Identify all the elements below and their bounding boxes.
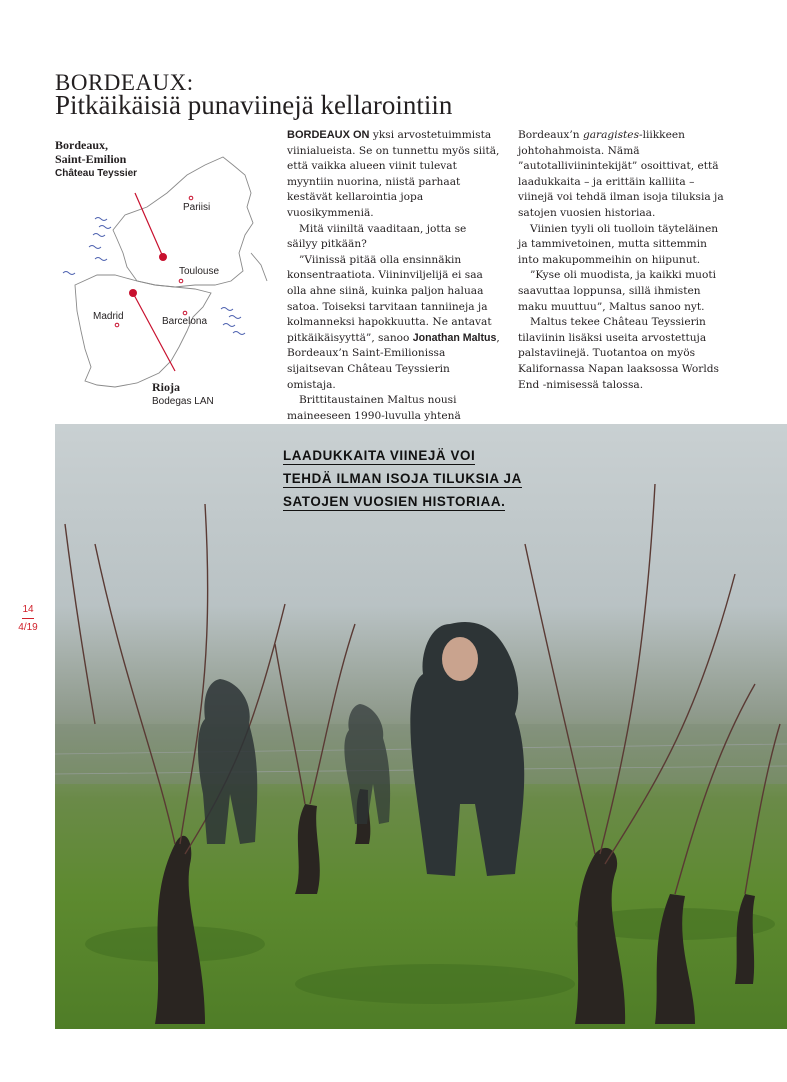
vineyard-photo (55, 424, 787, 1029)
pull-quote-line: SATOJEN VUOSIEN HISTORIAA. (283, 494, 506, 509)
person-name: Jonathan Maltus (412, 331, 497, 344)
article-paragraph: yksi arvostetuimmista viinialueista. Se on tunnettu myös siitä, että vaikka alueen viinit tulevat myyntiin nuorina, niistä parhaat kestävät kellarointia jopa vuosikymmeniä. (287, 129, 500, 219)
article-paragraph: Bordeaux’n (518, 129, 583, 141)
map-label-rioja: Rioja (152, 380, 180, 394)
map-label-pariisi: Pariisi (183, 202, 211, 213)
pull-quote (283, 444, 553, 513)
article-lead-in: BORDEAUX ON (287, 129, 370, 141)
map-label-madrid: Madrid (93, 311, 124, 322)
article-paragraph: ”Kyse oli muodista, ja kaikki muoti saavuttaa loppunsa, sillä ihmisten maku muuttuu”, Maltus sanoo nyt. (518, 269, 716, 313)
folio-divider (22, 618, 34, 619)
map-label-bordeaux: Bordeaux, (55, 138, 109, 152)
article-paragraph: Brittitaustainen Maltus nousi maineeseen 1990-luvulla yhtenä (287, 394, 461, 422)
page-folio (17, 604, 39, 634)
vineyard-illustration (55, 424, 787, 1029)
section-kicker: BORDEAUX: (55, 70, 194, 95)
map-label-saint-emilion: Saint-Emilion (55, 152, 127, 166)
article-paragraph: Viinien tyyli oli tuolloin täyteläinen ja tammivetoinen, mutta sittemmin into makupommeihin on hiipunut. (518, 222, 719, 266)
article-emphasis: garagistes (582, 129, 639, 141)
article-paragraph: , Bordeaux’n Saint-Emilionissa sijaitsevan Château Teyssierin omistaja. (287, 331, 500, 391)
map-label-chateau-teyssier: Château Teyssier (55, 168, 138, 179)
map-label-toulouse: Toulouse (179, 266, 220, 277)
map-label-barcelona: Barcelona (162, 316, 208, 327)
pull-quote-line: TEHDÄ ILMAN ISOJA TILUKSIA JA (283, 471, 522, 486)
article-paragraph: -liikkeen johtohahmoista. Nämä ”autotalliviinintekijät” osoittivat, että laadukkaita – ja erittäin kalliita – viinejä voi tehdä ilman isoja tiluksia ja satojen vuosien historiaa. (518, 129, 724, 219)
page-number: 14 (22, 604, 34, 615)
article-column-2 (518, 128, 726, 393)
article-column-1 (287, 128, 500, 424)
issue-number: 4/19 (18, 622, 38, 633)
page-title: Pitkäikäisiä punaviinejä kellarointiin (55, 90, 453, 120)
article-paragraph: Mitä viiniltä vaaditaan, jotta se säilyy pitkään? (287, 222, 467, 251)
article-paragraph: ”Viinissä pitää olla ensinnäkin konsentraatiota. Viininviljelijä ei saa olla ahne siinä, kuinka paljon haluaa satoa. Toiseksi tarvitaan tanniineja ja kolmanneksi hapokkuutta. Ne antavat pitkäikäisyyttä”, sanoo (287, 253, 492, 344)
pull-quote-line: LAADUKKAITA VIINEJÄ VOI (283, 448, 476, 463)
map-label-bodegas-lan: Bodegas LAN (152, 396, 214, 407)
article-paragraph: Maltus tekee Château Teyssierin tilaviinin lisäksi useita arvostettuja palstaviinejä. Tuotantoa on myös Kalifornassa Napan laaksossa Worlds End -nimisessä talossa. (518, 316, 719, 391)
region-map (55, 135, 275, 415)
